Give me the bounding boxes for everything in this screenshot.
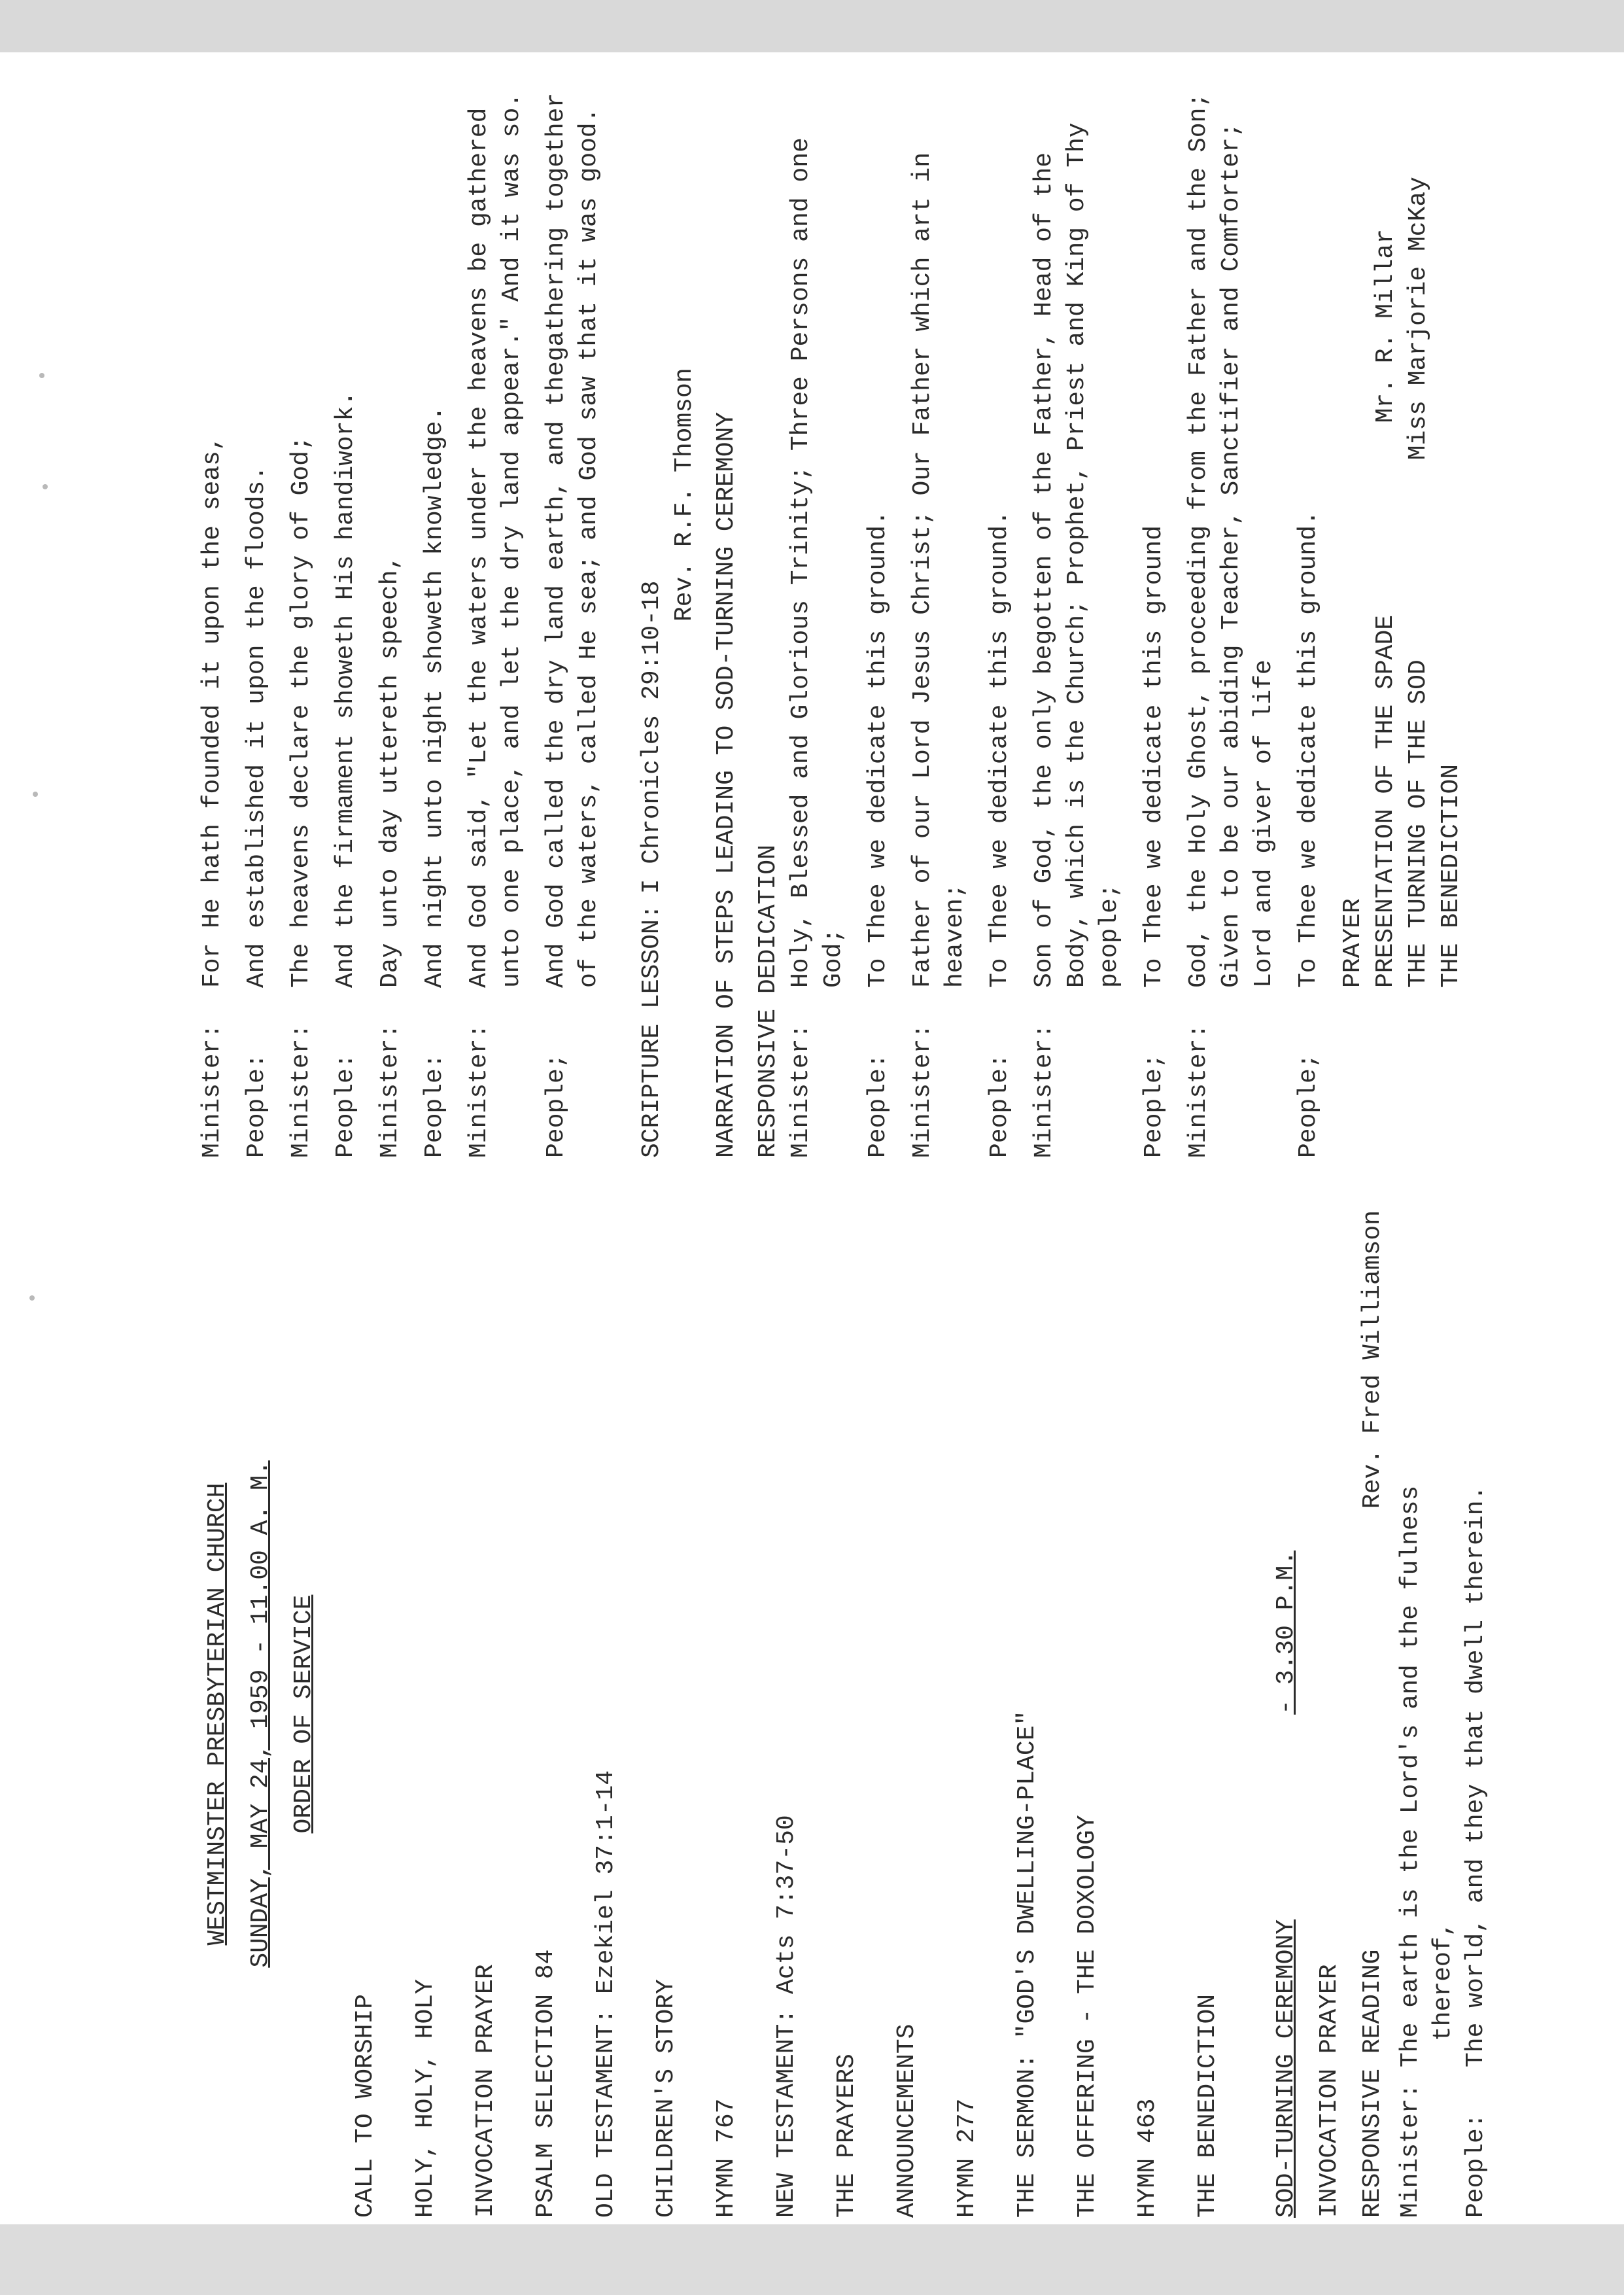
responsive-row	[1028, 85, 1126, 1158]
punch-hole-dot	[29, 1295, 35, 1301]
response-text: For He hath founded it upon the seas,	[198, 436, 226, 988]
speaker-label: People:	[1462, 2113, 1490, 2218]
responsive-row	[1183, 77, 1281, 1158]
responsive-row	[241, 85, 273, 1158]
closing-benediction: THE BENEDICTION	[1437, 763, 1465, 988]
response-text: God, the Holy Ghost, proceeding from the Father and the Son; Given to be our abiding Teacher, Sanctifier and Comforter; Lord and giver of life	[1184, 77, 1278, 988]
scripture-text: I Chronicles 29:10-18	[638, 580, 666, 894]
responsive-row	[330, 85, 362, 1158]
reading-text: The earth is the Lord's and the fulness thereof,	[1396, 1485, 1457, 2067]
responsive-row	[419, 85, 451, 1158]
service-item: HYMN 277	[953, 2098, 981, 2218]
church-name: WESTMINSTER PRESBYTERIAN CHURCH	[203, 1482, 232, 1946]
speaker-label: People:	[864, 1053, 892, 1158]
morning-service-column	[196, 1210, 1493, 2218]
responsive-row	[196, 85, 229, 1158]
response-text: And established it upon the floods.	[243, 465, 271, 988]
speaker-label: People:	[986, 1053, 1014, 1158]
scripture-reader: Rev. R.F. Thomson	[670, 368, 699, 622]
responsive-reading-list	[196, 77, 606, 1158]
responsive-row	[374, 85, 407, 1158]
service-item: CHILDREN'S STORY	[652, 1979, 680, 2218]
response-text: Day unto day uttereth speech,	[376, 555, 404, 988]
responsive-reading-label: RESPONSIVE READING	[1358, 1949, 1387, 2218]
presentation-of-spade-line	[1370, 85, 1402, 1158]
narration: NARRATION OF STEPS LEADING TO SOD-TURNING CEREMONY	[712, 412, 740, 1158]
responsive-reading-line	[1351, 1210, 1394, 2218]
service-item: INVOCATION PRAYER	[472, 1964, 500, 2218]
responsive-row	[540, 77, 606, 1158]
service-date: SUNDAY, MAY 24, 1959 - 11.00 A. M.	[247, 1460, 275, 1968]
response-text: And night unto night showeth knowledge.	[421, 406, 449, 988]
church-program	[196, 72, 1624, 2244]
speaker-label: People:	[332, 1053, 360, 1158]
morning-service-list	[344, 1210, 1230, 2218]
service-item: THE OFFERING - THE DOXOLOGY	[1073, 1815, 1101, 2218]
speaker-label: Minister:	[787, 1023, 815, 1158]
reading-minister-row	[1394, 1210, 1460, 2218]
response-text: The heavens declare the glory of God;	[287, 436, 315, 988]
speaker-label: Minister:	[376, 1023, 404, 1158]
service-item: NEW TESTAMENT: Acts 7:37-50	[772, 1815, 801, 2218]
sod-turning-heading	[1265, 1210, 1308, 2218]
responsive-row	[862, 85, 895, 1158]
service-item: ANNOUNCEMENTS	[893, 2023, 921, 2218]
reading-text: The world, and they that dwell therein.	[1462, 1485, 1490, 2067]
speaker-label: Minister:	[287, 1023, 315, 1158]
speaker-label: People:	[421, 1053, 449, 1158]
sod-turning-title: SOD-TURNING CEREMONY	[1272, 1919, 1300, 2218]
response-text: Holy, Blessed and Glorious Trinity; Three Persons and one God;	[787, 122, 848, 988]
speaker-label: Minister:	[1396, 2083, 1425, 2218]
spade-item: PRESENTATION OF THE SPADE	[1372, 614, 1400, 988]
responsive-row	[984, 85, 1016, 1158]
order-of-service-title: ORDER OF SERVICE	[290, 1594, 318, 1834]
response-text: And God said, "Let the waters under the heavens be gathered unto one place, and let the dry land appear." And it was so.	[465, 92, 526, 988]
response-text: To Thee we dedicate this ground	[1140, 525, 1168, 988]
service-item: CALL TO WORSHIP	[351, 1993, 379, 2218]
responsive-row	[785, 85, 850, 1158]
service-item: PSALM SELECTION 84	[532, 1949, 560, 2218]
service-item: THE SERMON: "GOD'S DWELLING-PLACE"	[1013, 1710, 1041, 2218]
scripture-label: SCRIPTURE LESSON:	[638, 904, 666, 1158]
service-item: HYMN 767	[712, 2098, 740, 2218]
response-text: And God called the dry land earth, and thegathering together of the waters, called He sea; and God saw that it was good.	[542, 77, 603, 988]
turning-item: THE TURNING OF THE SOD	[1404, 659, 1432, 988]
sod-invocation: INVOCATION PRAYER	[1315, 1964, 1343, 2218]
responsive-row	[1292, 85, 1325, 1158]
service-item: HYMN 463	[1133, 2098, 1162, 2218]
responsive-row	[1138, 85, 1171, 1158]
speaker-label: Minister:	[908, 1023, 937, 1158]
responsive-row	[907, 85, 972, 1158]
responsive-dedication-title: RESPONSIVE DEDICATION	[754, 845, 782, 1158]
response-text: Father of our Lord Jesus Christ; Our Father which art in heaven;	[908, 137, 969, 988]
responsive-dedication-list	[785, 77, 1325, 1158]
responsive-row	[285, 85, 318, 1158]
turning-person: Miss Marjorie McKay	[1404, 177, 1432, 461]
punch-hole-dot	[39, 373, 44, 378]
responsive-row	[463, 85, 528, 1158]
sod-turning-column	[196, 77, 1468, 1158]
speaker-label: People;	[542, 1053, 570, 1158]
scripture-lesson	[636, 85, 668, 1158]
response-text: To Thee we dedicate this ground.	[864, 510, 892, 988]
sod-turning-time: - 3.30 P.M.	[1272, 1550, 1300, 1715]
response-text: And the firmament showeth His handiwork.	[332, 391, 360, 988]
response-text: To Thee we dedicate this ground.	[1294, 510, 1322, 988]
speaker-label: People;	[1294, 1053, 1322, 1158]
response-text: Son of God, the only begotten of the Father, Head of the Body, which is the Church; Prophet, Priest and King of Thy people;	[1030, 107, 1124, 988]
service-item: THE PRAYERS	[833, 2054, 861, 2218]
speaker-label: Minister:	[465, 1023, 493, 1158]
response-text: To Thee we dedicate this ground.	[986, 510, 1014, 988]
responsive-reading-leader: Rev. Fred Williamson	[1358, 1210, 1387, 1509]
speaker-label: Minister:	[198, 1023, 226, 1158]
punch-hole-dot	[33, 792, 38, 797]
speaker-label: People;	[1140, 1053, 1168, 1158]
speaker-label: Minister:	[1184, 1023, 1213, 1158]
speaker-label: People:	[243, 1053, 271, 1158]
closing-prayer: PRAYER	[1339, 898, 1367, 988]
reading-people-row	[1460, 1210, 1493, 2218]
service-item: HOLY, HOLY, HOLY	[411, 1979, 440, 2218]
service-item: THE BENEDICTION	[1194, 1993, 1222, 2218]
spade-person: Mr. R. Millar	[1372, 229, 1400, 423]
service-item: OLD TESTAMENT: Ezekiel 37:1-14	[592, 1770, 620, 2218]
punch-hole-dot	[43, 484, 48, 489]
speaker-label: Minister:	[1030, 1023, 1058, 1158]
turning-of-sod-line	[1402, 85, 1435, 1158]
